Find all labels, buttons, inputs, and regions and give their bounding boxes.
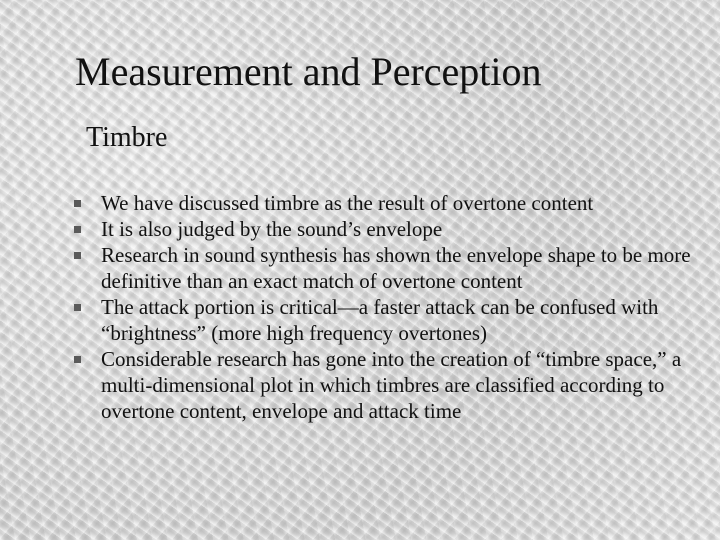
bullet-text: We have discussed timbre as the result of overtone content xyxy=(101,191,594,215)
bullet-list xyxy=(74,190,694,424)
bullet-text: The attack portion is critical—a faster attack can be confused with “brightness” (more high frequency overtones) xyxy=(101,295,659,345)
square-bullet-icon xyxy=(74,356,81,363)
bullet-item xyxy=(74,346,694,424)
bullet-item xyxy=(74,190,694,216)
bullet-item xyxy=(74,216,694,242)
bullet-item xyxy=(74,294,694,346)
bullet-item xyxy=(74,242,694,294)
bullet-text: It is also judged by the sound’s envelope xyxy=(101,217,443,241)
square-bullet-icon xyxy=(74,304,81,311)
slide-title: Measurement and Perception xyxy=(75,49,542,94)
square-bullet-icon xyxy=(74,252,81,259)
square-bullet-icon xyxy=(74,200,81,207)
bullet-text: Considerable research has gone into the creation of “timbre space,” a multi-dimensional plot in which timbres are classified according to overtone content, envelope and attack time xyxy=(101,347,682,423)
square-bullet-icon xyxy=(74,226,81,233)
slide-subtitle: Timbre xyxy=(86,122,168,153)
bullet-text: Research in sound synthesis has shown the envelope shape to be more definitive than an exact match of overtone content xyxy=(101,243,691,293)
